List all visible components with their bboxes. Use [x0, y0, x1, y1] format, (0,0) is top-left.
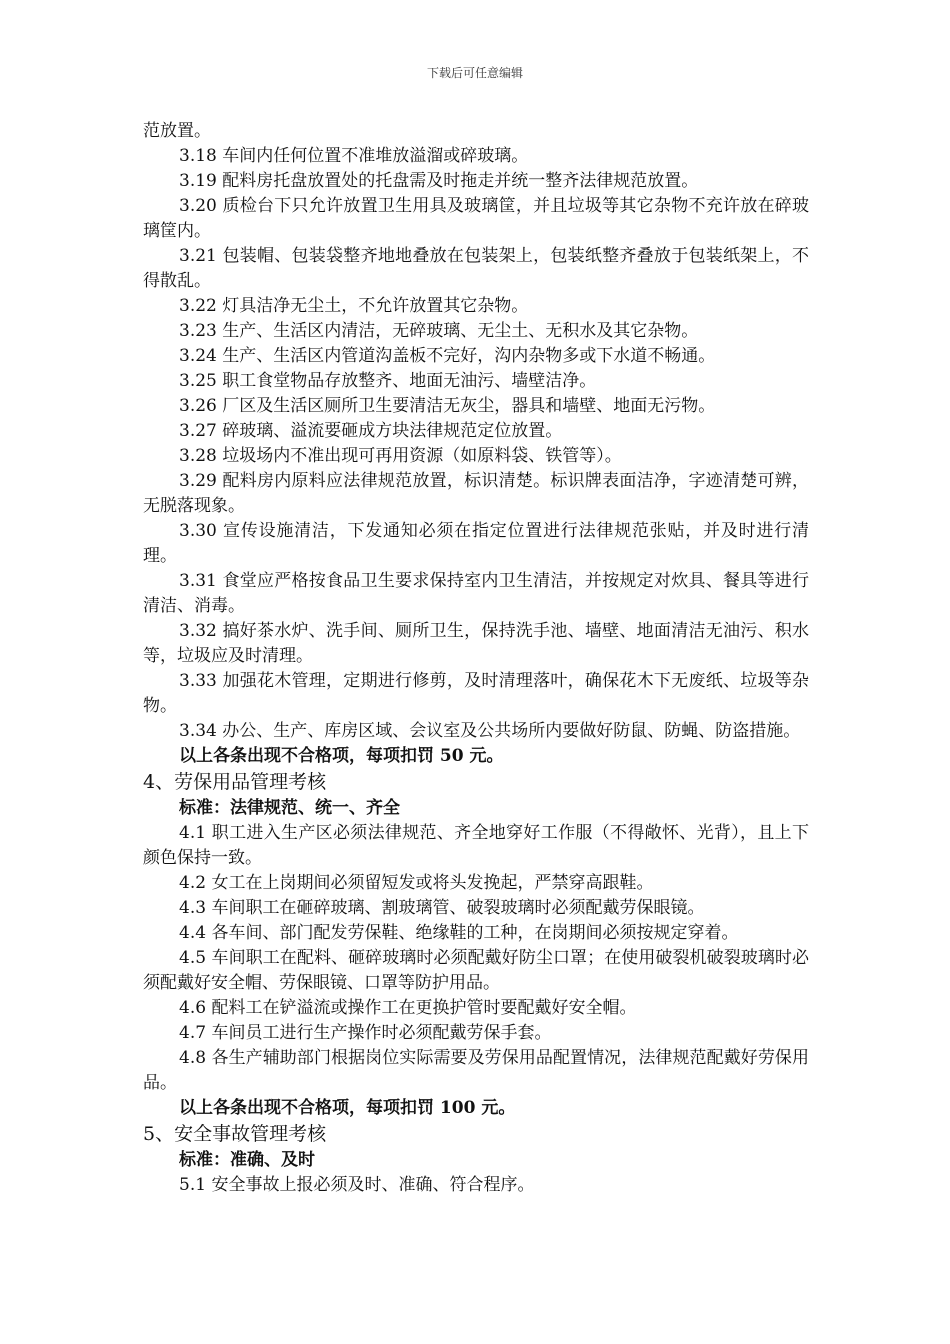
- section-heading: 5、安全事故管理考核: [143, 1123, 327, 1145]
- clause-paragraph: 4.1 职工进入生产区必须法律规范、齐全地穿好工作服（不得敞怀、光背），且上下颜色保持一致。: [143, 823, 809, 868]
- clause-paragraph: 4.4 各车间、部门配发劳保鞋、绝缘鞋的工种，在岗期间必须按规定穿着。: [179, 923, 739, 943]
- clause-paragraph: 3.18 车间内任何位置不准堆放溢溜或碎玻璃。: [179, 146, 529, 166]
- clause-paragraph: 3.26 厂区及生活区厕所卫生要清洁无灰尘，器具和墙壁、地面无污物。: [179, 396, 716, 416]
- clause-paragraph: 3.20 质检台下只允许放置卫生用具及玻璃筐，并且垃圾等其它杂物不充许放在碎玻璃筐内。: [143, 196, 809, 241]
- clause-paragraph: 3.22 灯具洁净无尘土，不允许放置其它杂物。: [179, 296, 529, 316]
- bold-note: 以上各条出现不合格项，每项扣罚 50 元。: [179, 746, 504, 766]
- section-heading: 4、劳保用品管理考核: [143, 771, 327, 793]
- bold-note: 以上各条出现不合格项，每项扣罚 100 元。: [179, 1098, 516, 1118]
- clause-paragraph: 3.21 包装帽、包装袋整齐地地叠放在包装架上，包装纸整齐叠放于包装纸架上，不得散乱。: [143, 246, 809, 291]
- paragraph-continuation: 范放置。: [143, 121, 211, 141]
- clause-paragraph: 4.8 各生产辅助部门根据岗位实际需要及劳保用品配置情况，法律规范配戴好劳保用品。: [143, 1048, 809, 1093]
- clause-paragraph: 3.32 搞好茶水炉、洗手间、厕所卫生，保持洗手池、墙壁、地面清洁无油污、积水等，垃圾应及时清理。: [143, 621, 809, 666]
- clause-paragraph: 3.23 生产、生活区内清洁，无碎玻璃、无尘土、无积水及其它杂物。: [179, 321, 699, 341]
- clause-paragraph: 3.27 碎玻璃、溢流要砸成方块法律规范定位放置。: [179, 421, 563, 441]
- clause-paragraph: 4.5 车间职工在配料、砸碎玻璃时必须配戴好防尘口罩；在使用破裂机破裂玻璃时必须配戴好安全帽、劳保眼镜、口罩等防护用品。: [143, 948, 809, 993]
- clause-paragraph: 4.7 车间员工进行生产操作时必须配戴劳保手套。: [179, 1023, 552, 1043]
- bold-note: 标准：准确、及时: [179, 1150, 315, 1170]
- clause-paragraph: 3.28 垃圾场内不准出现可再用资源（如原料袋、铁管等）。: [179, 446, 622, 466]
- clause-paragraph: 4.3 车间职工在砸碎玻璃、割玻璃管、破裂玻璃时必须配戴劳保眼镜。: [179, 898, 705, 918]
- clause-paragraph: 3.29 配料房内原料应法律规范放置，标识清楚。标识牌表面洁净，字迹清楚可辨，无脱落现象。: [143, 471, 809, 516]
- clause-paragraph: 3.31 食堂应严格按食品卫生要求保持室内卫生清洁，并按规定对炊具、餐具等进行清洁、消毒。: [143, 571, 809, 616]
- clause-paragraph: 4.2 女工在上岗期间必须留短发或将头发挽起，严禁穿高跟鞋。: [179, 873, 654, 893]
- clause-paragraph: 3.19 配料房托盘放置处的托盘需及时拖走并统一整齐法律规范放置。: [179, 171, 699, 191]
- clause-paragraph: 5.1 安全事故上报必须及时、准确、符合程序。: [179, 1175, 535, 1195]
- clause-paragraph: 3.24 生产、生活区内管道沟盖板不完好，沟内杂物多或下水道不畅通。: [179, 346, 716, 366]
- page-header: 下载后可任意编辑: [426, 66, 523, 80]
- clause-paragraph: 3.33 加强花木管理，定期进行修剪，及时清理落叶，确保花木下无废纸、垃圾等杂物。: [143, 671, 809, 716]
- bold-note: 标准：法律规范、统一、齐全: [179, 798, 400, 818]
- clause-paragraph: 4.6 配料工在铲溢流或操作工在更换护管时要配戴好安全帽。: [179, 998, 637, 1018]
- document-body: [143, 119, 809, 1198]
- clause-paragraph: 3.34 办公、生产、库房区域、会议室及公共场所内要做好防鼠、防蝇、防盗措施。: [179, 721, 801, 741]
- clause-paragraph: 3.30 宣传设施清洁，下发通知必须在指定位置进行法律规范张贴，并及时进行清理。: [143, 521, 809, 566]
- clause-paragraph: 3.25 职工食堂物品存放整齐、地面无油污、墙壁洁净。: [179, 371, 597, 391]
